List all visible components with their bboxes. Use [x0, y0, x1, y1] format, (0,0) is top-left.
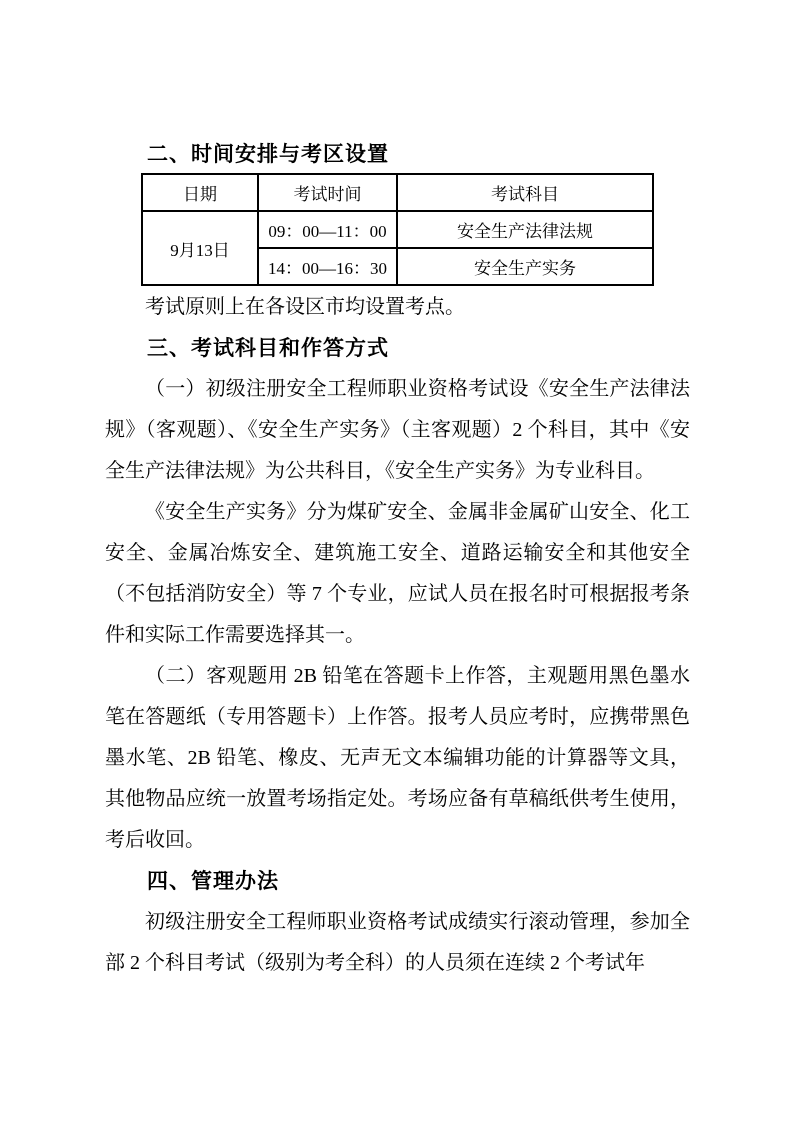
cell-exam-time-afternoon: 14：00—16：30 [258, 248, 397, 285]
table-row [142, 211, 653, 248]
cell-exam-subject-practice: 安全生产实务 [397, 248, 653, 285]
column-header-time: 考试时间 [258, 174, 397, 211]
section3-heading: 三、考试科目和作答方式 [147, 337, 389, 360]
paragraph-specialties: 《安全生产实务》分为煤矿安全、金属非金属矿山安全、化工安全、金属冶炼安全、建筑施工安全、道路运输安全和其他安全（不包括消防安全）等 7 个专业，应试人员在报名时可根据报考条件和实际工作需要选择其一。 [105, 501, 690, 646]
paragraph-score-management: 初级注册安全工程师职业资格考试成绩实行滚动管理，参加全部 2 个科目考试（级别为考全科）的人员须在连续 2 个考试年 [105, 911, 690, 974]
section4-heading: 四、管理办法 [147, 870, 279, 893]
paragraph-exam-subjects: （一）初级注册安全工程师职业资格考试设《安全生产法律法规》（客观题）、《安全生产实务》（主客观题）2 个科目，其中《安全生产法律法规》为公共科目，《安全生产实务》为专业科目。 [105, 378, 690, 482]
section2-heading: 二、时间安排与考区设置 [147, 143, 389, 166]
table-header-row [142, 174, 653, 211]
cell-exam-time-morning: 09：00—11：00 [258, 211, 397, 248]
column-header-subject: 考试科目 [397, 174, 653, 211]
paragraph-answering-method: （二）客观题用 2B 铅笔在答题卡上作答，主观题用黑色墨水笔在答题纸（专用答题卡）上作答。报考人员应考时，应携带黑色墨水笔、2B 铅笔、橡皮、无声无文本编辑功能的计算器等文具，其他物品应统一放置考场指定处。考场应备有草稿纸供考生使用，考后收回。 [105, 665, 690, 851]
column-header-date: 日期 [142, 174, 258, 211]
cell-exam-subject-law: 安全生产法律法规 [397, 211, 653, 248]
paragraph-exam-locations: 考试原则上在各设区市均设置考点。 [145, 296, 465, 318]
cell-exam-date: 9月13日 [142, 211, 258, 285]
exam-schedule-table [141, 173, 654, 286]
